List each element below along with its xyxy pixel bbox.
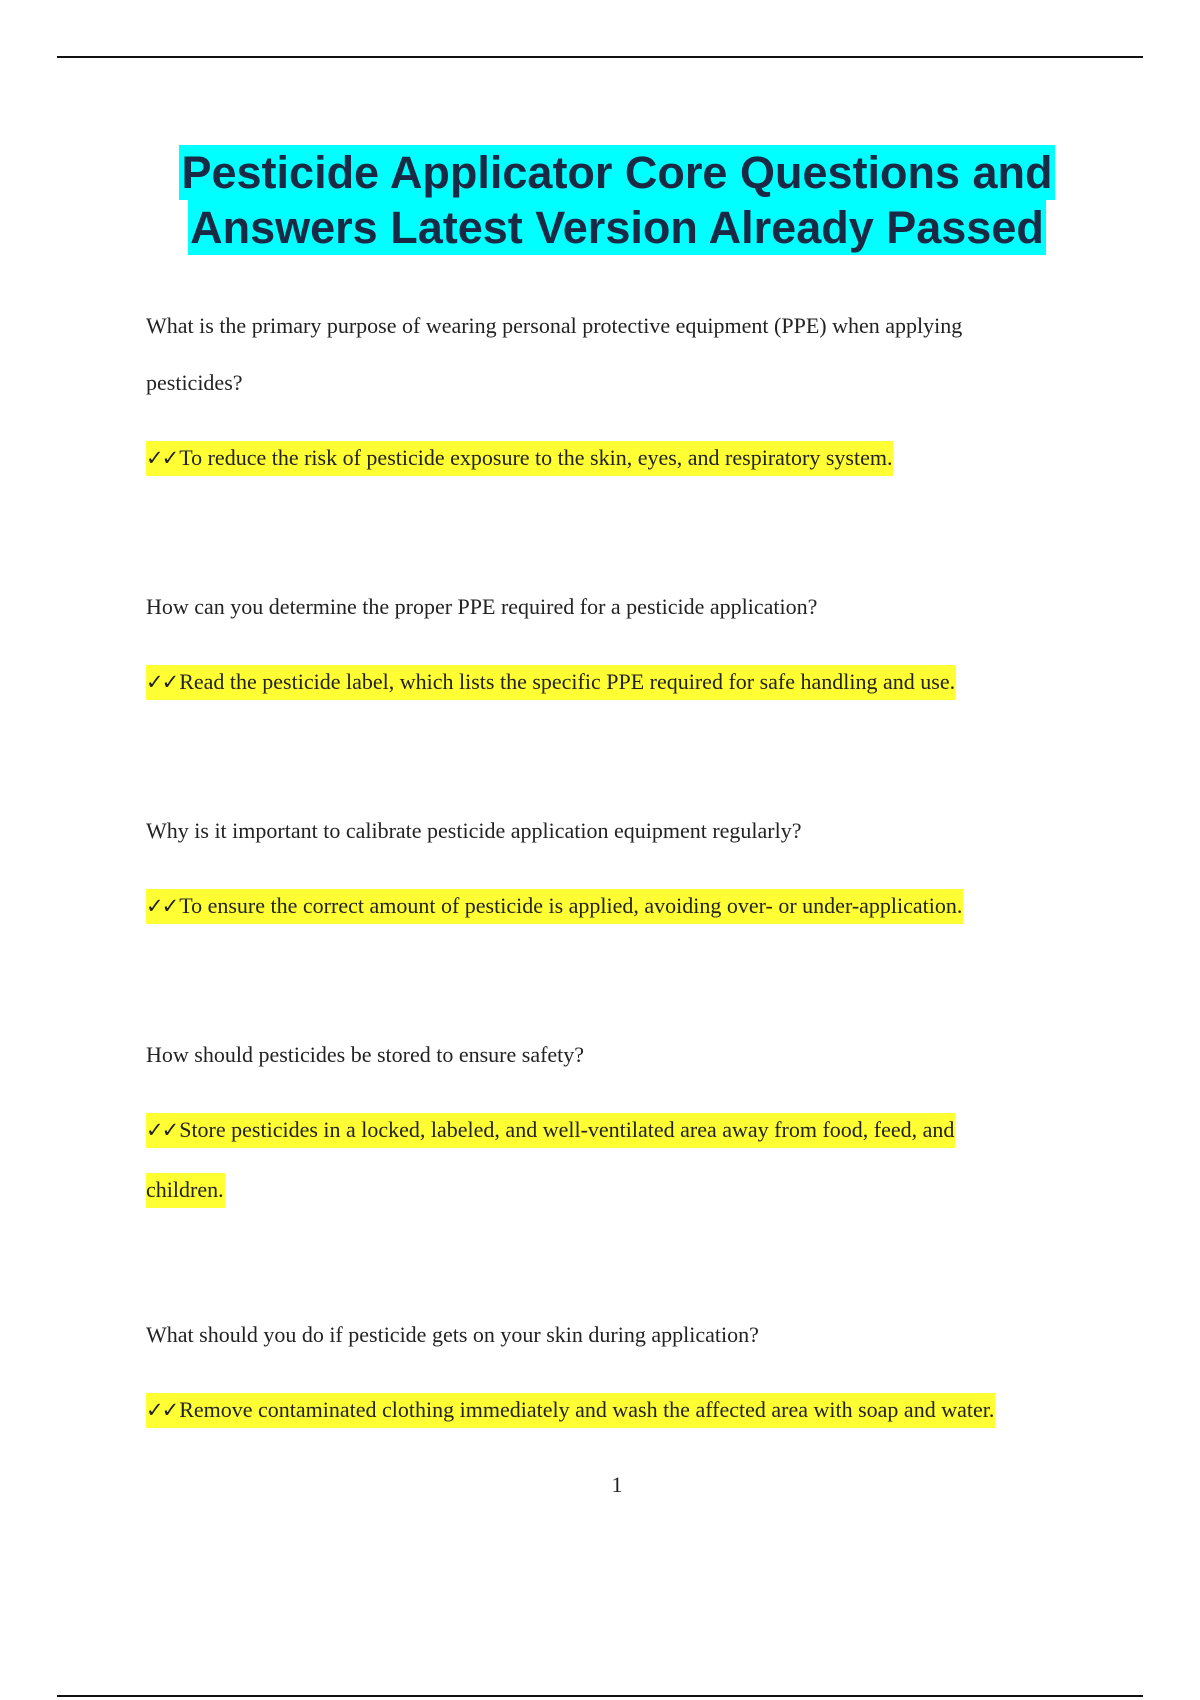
answer-5 [146, 1380, 995, 1440]
answer-2-text: Read the pesticide label, which lists the specific PPE required for safe handling and use. [179, 669, 956, 694]
answer-4-line-1 [146, 1100, 955, 1160]
title-line-2: Answers Latest Version Already Passed [190, 202, 1044, 253]
question-5: What should you do if pesticide gets on your skin during application? [146, 1322, 759, 1347]
check-icon: ✓✓ [146, 894, 178, 918]
check-icon: ✓✓ [146, 446, 178, 470]
answer-4-line-2 [146, 1160, 225, 1220]
check-icon: ✓✓ [146, 1398, 178, 1422]
answer-2 [146, 652, 956, 712]
answer-1-text: To reduce the risk of pesticide exposure to the skin, eyes, and respiratory system. [179, 445, 893, 470]
question-2: How can you determine the proper PPE required for a pesticide application? [146, 594, 818, 619]
title-line-1: Pesticide Applicator Core Questions and [181, 147, 1053, 198]
answer-3 [146, 876, 963, 936]
answer-4-text-line-1: Store pesticides in a locked, labeled, and well-ventilated area away from food, feed, and [179, 1117, 955, 1142]
answer-4-text-line-2: children. [146, 1177, 224, 1202]
question-3: Why is it important to calibrate pesticide application equipment regularly? [146, 818, 802, 843]
check-icon: ✓✓ [146, 670, 178, 694]
bottom-rule [57, 1695, 1143, 1697]
answer-1 [146, 428, 893, 488]
check-icon: ✓✓ [146, 1118, 178, 1142]
page-number: 1 [611, 1472, 623, 1497]
document-title [0, 145, 1200, 255]
answer-3-text: To ensure the correct amount of pesticide is applied, avoiding over- or under-application. [179, 893, 963, 918]
answer-5-text: Remove contaminated clothing immediately and wash the affected area with soap and water. [179, 1397, 995, 1422]
question-1-line-2: pesticides? [146, 370, 243, 395]
question-1-line-1: What is the primary purpose of wearing personal protective equipment (PPE) when applying [146, 313, 963, 338]
question-4: How should pesticides be stored to ensure safety? [146, 1042, 585, 1067]
top-rule [57, 56, 1143, 58]
